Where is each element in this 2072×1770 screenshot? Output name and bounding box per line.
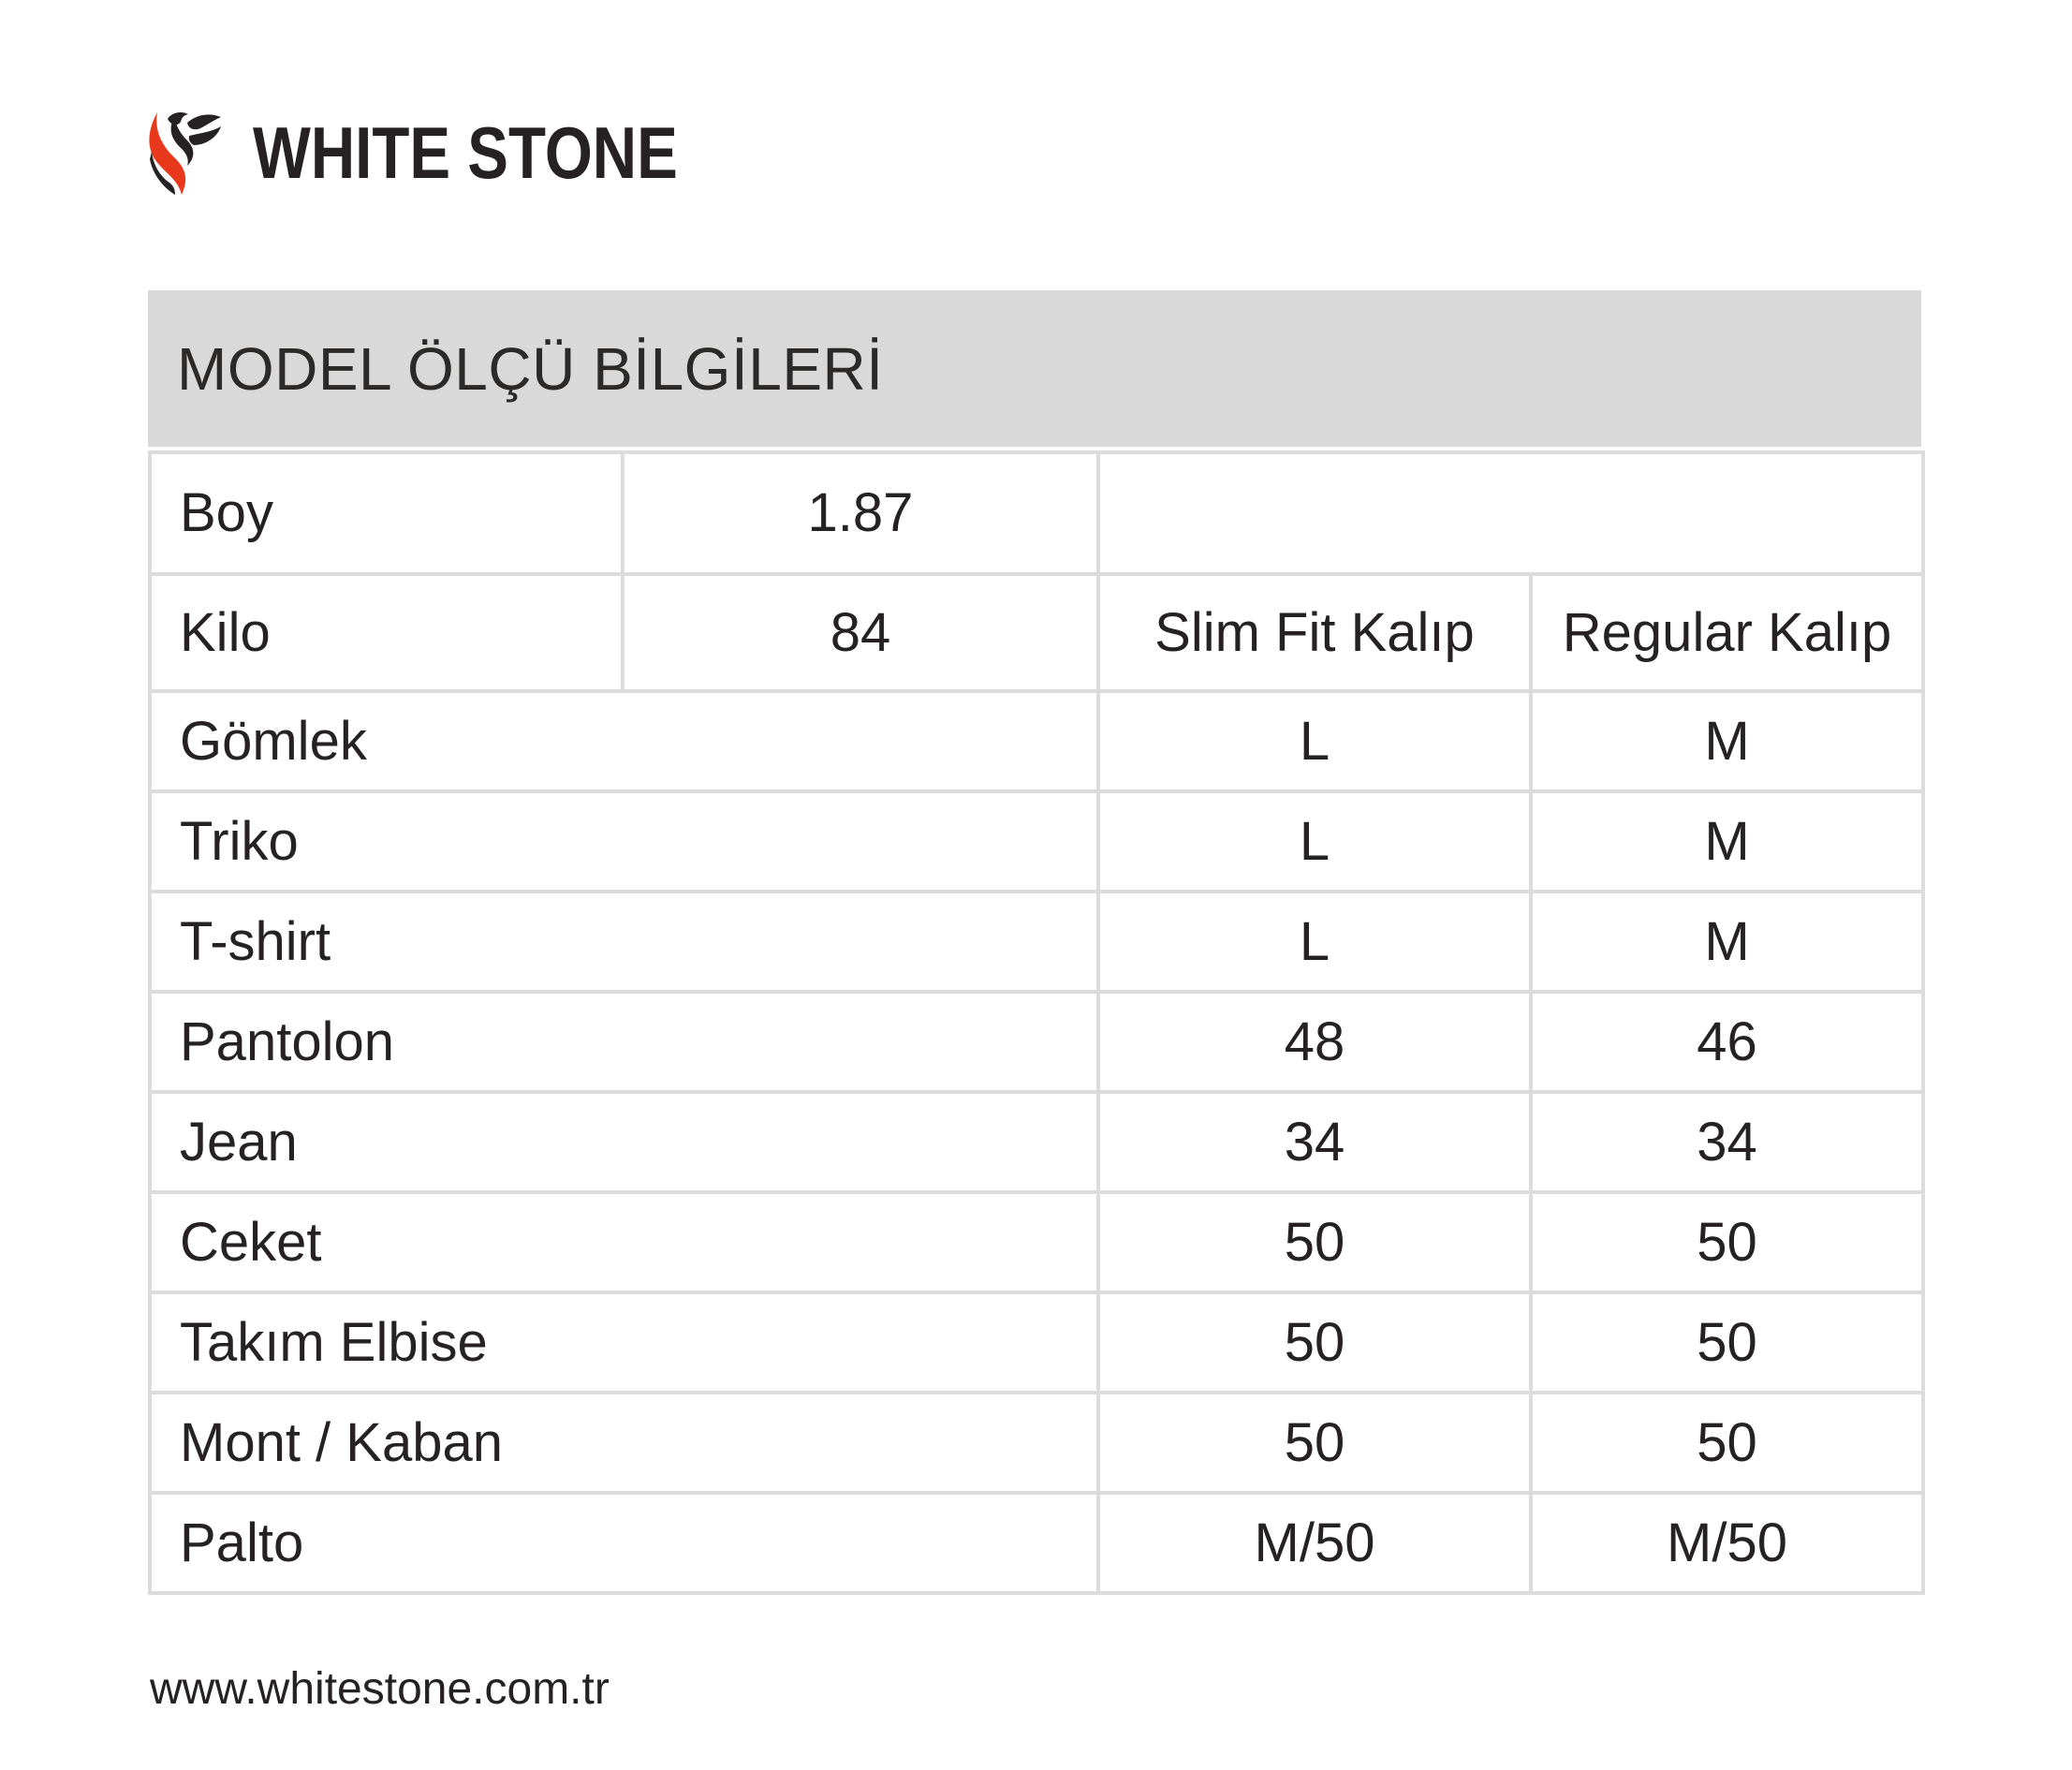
- regular-value: M: [1531, 892, 1923, 992]
- regular-value: M: [1531, 691, 1923, 791]
- column-header-regular: Regular Kalıp: [1531, 574, 1923, 691]
- regular-value: 50: [1531, 1192, 1923, 1292]
- slim-value: 34: [1098, 1092, 1531, 1192]
- table-row-height: [150, 452, 1923, 574]
- regular-value: 34: [1531, 1092, 1923, 1192]
- regular-value: 46: [1531, 992, 1923, 1092]
- slim-value: 50: [1098, 1393, 1531, 1493]
- table-row: [150, 791, 1923, 892]
- brand-name: WHITE STONE: [253, 111, 678, 194]
- phoenix-logo-icon: [145, 112, 222, 195]
- slim-value: L: [1098, 691, 1531, 791]
- regular-value: M/50: [1531, 1493, 1923, 1593]
- item-label: T-shirt: [150, 892, 1098, 992]
- section-title: MODEL ÖLÇÜ BİLGİLERİ: [177, 334, 884, 403]
- item-label: Pantolon: [150, 992, 1098, 1092]
- item-label: Jean: [150, 1092, 1098, 1192]
- brand-logo: [145, 111, 758, 196]
- table-row-weight: [150, 574, 1923, 691]
- height-label: Boy: [150, 452, 623, 574]
- section-title-banner: [148, 290, 1921, 447]
- weight-label: Kilo: [150, 574, 623, 691]
- table-row: [150, 1393, 1923, 1493]
- regular-value: 50: [1531, 1393, 1923, 1493]
- table-row: [150, 1092, 1923, 1192]
- size-table: [148, 450, 1925, 1595]
- table-row: [150, 1192, 1923, 1292]
- slim-value: 50: [1098, 1292, 1531, 1393]
- table-row: [150, 1292, 1923, 1393]
- slim-value: M/50: [1098, 1493, 1531, 1593]
- regular-value: M: [1531, 791, 1923, 892]
- weight-value: 84: [623, 574, 1098, 691]
- table-row: [150, 992, 1923, 1092]
- item-label: Palto: [150, 1493, 1098, 1593]
- item-label: Mont / Kaban: [150, 1393, 1098, 1493]
- item-label: Takım Elbise: [150, 1292, 1098, 1393]
- table-row: [150, 1493, 1923, 1593]
- height-value: 1.87: [623, 452, 1098, 574]
- item-label: Ceket: [150, 1192, 1098, 1292]
- empty-cell: [1098, 452, 1923, 574]
- slim-value: 50: [1098, 1192, 1531, 1292]
- column-header-slim-fit: Slim Fit Kalıp: [1098, 574, 1531, 691]
- slim-value: 48: [1098, 992, 1531, 1092]
- slim-value: L: [1098, 892, 1531, 992]
- slim-value: L: [1098, 791, 1531, 892]
- regular-value: 50: [1531, 1292, 1923, 1393]
- item-label: Triko: [150, 791, 1098, 892]
- table-row: [150, 892, 1923, 992]
- item-label: Gömlek: [150, 691, 1098, 791]
- table-row: [150, 691, 1923, 791]
- website-url: www.whitestone.com.tr: [150, 1664, 610, 1714]
